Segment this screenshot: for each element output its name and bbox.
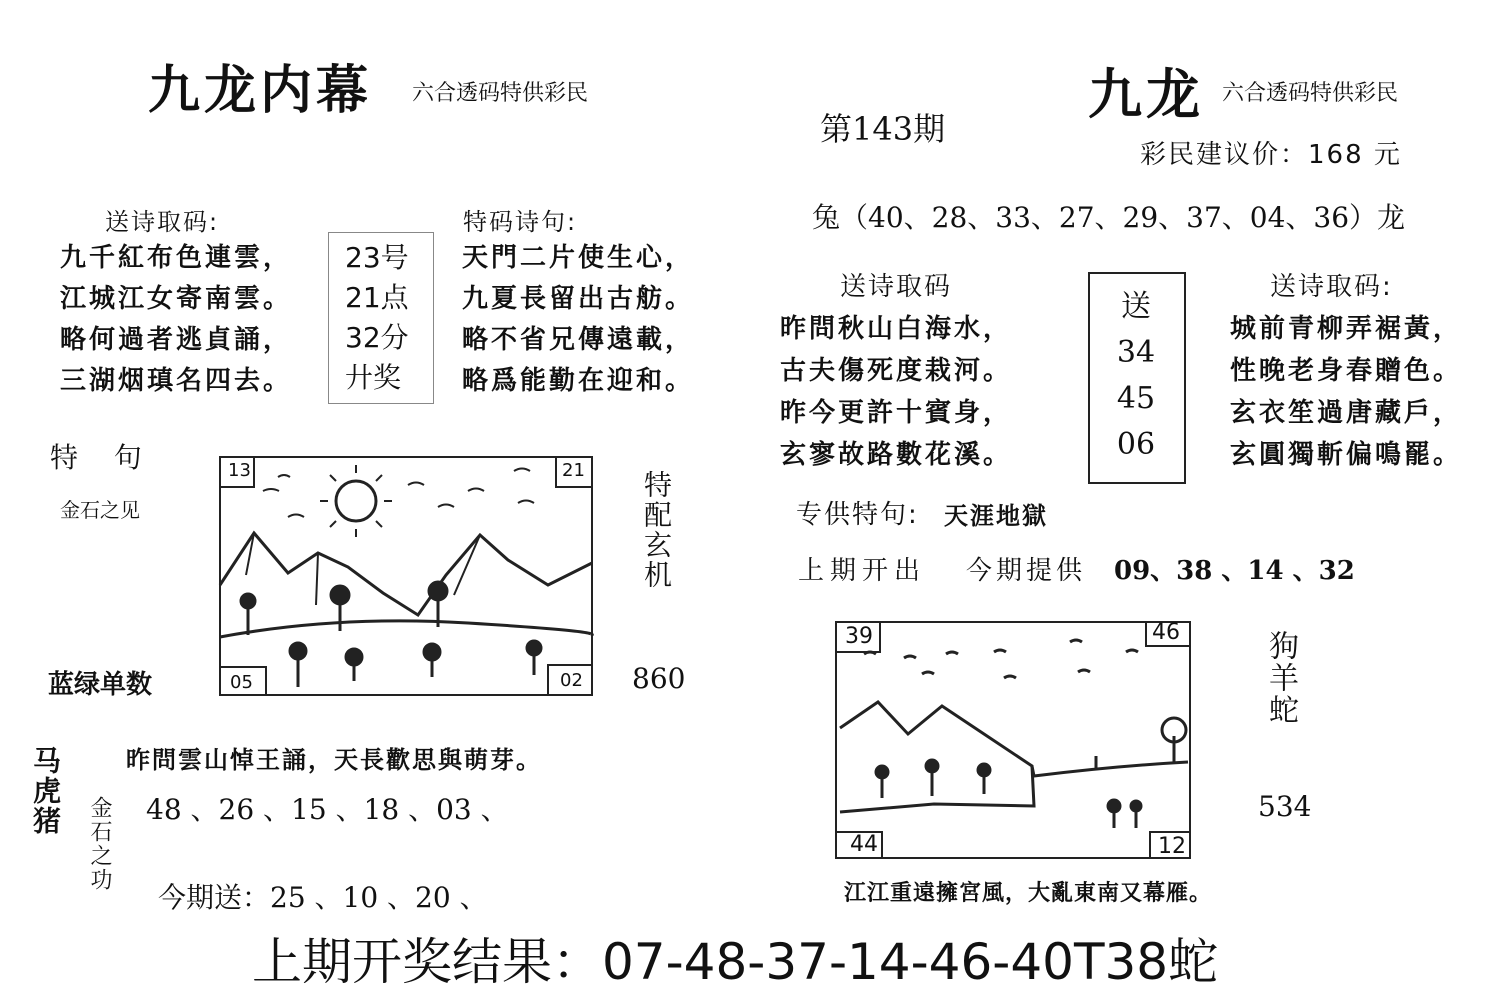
left-numbers-line: 48 、26 、15 、18 、03 、: [146, 793, 509, 826]
left-picture-num-top-left: 13: [228, 460, 251, 481]
send-box-item: 送: [1121, 289, 1151, 324]
poem-line: 城前青柳弄裾黃，: [1230, 314, 1463, 344]
right-price: 彩民建议价：168 元: [1140, 140, 1402, 170]
right-picture-num-top-left: 39: [845, 624, 873, 649]
left-phrase-vertical: 金石之功: [87, 796, 112, 892]
left-vertical-label: 特配玄机: [640, 470, 673, 590]
poem-line: 三湖烟瑱名四去。: [60, 366, 293, 396]
draw-info-item: 23号: [345, 241, 409, 274]
right-picture-num-bottom-right: 12: [1158, 834, 1186, 859]
right-landscape-picture: [834, 616, 1194, 864]
left-special-text: 金石之见: [60, 498, 140, 522]
issue-number: 第143期: [820, 110, 946, 148]
right-poem-b-heading: 送诗取码:: [1270, 272, 1393, 302]
left-poem-a-heading: 送诗取码:: [105, 208, 220, 236]
draw-info-item: 廾奖: [345, 361, 402, 394]
poem-line: 玄寥故路數花溪。: [780, 440, 1013, 470]
right-numbers-line: 兔（40、28、33、27、29、37、04、36）龙: [812, 201, 1406, 234]
poem-line: 玄衣笙過唐藏戶，: [1230, 398, 1463, 428]
right-title: 九龙: [1088, 62, 1204, 126]
left-right-number: 860: [632, 662, 686, 695]
left-verse: 昨問雲山悼王誦，天長歡思與萌芽。: [126, 745, 542, 774]
poem-line: 古夫傷死度栽河。: [780, 356, 1013, 386]
poem-line: 昨今更許十賓身，: [780, 398, 1013, 428]
footer-result: 上期开奖结果：07-48-37-14-46-40T38蛇: [252, 933, 1219, 991]
right-last-label: 上期开出: [798, 556, 927, 586]
poem-line: 江城江女寄南雲。: [60, 284, 293, 314]
poem-line: 玄圓獨斬偏鳴罷。: [1230, 440, 1463, 470]
poem-line: 昨問秋山白海水，: [780, 314, 1013, 344]
poem-line: 略不省兄傳遠載，: [462, 325, 695, 355]
right-special-text: 天涯地獄: [944, 501, 1048, 530]
left-title: 九龙内幕: [148, 60, 373, 121]
left-landscape-picture: [218, 455, 594, 697]
draw-info-item: 21点: [345, 281, 409, 314]
left-picture-num-top-right: 21: [562, 460, 585, 481]
draw-info: [345, 238, 409, 398]
left-picture-num-bottom-right: 02: [560, 670, 583, 691]
poem-line: 天門二片使生心，: [462, 243, 695, 273]
left-poem-b-heading: 特码诗句:: [463, 208, 578, 236]
poem-line: 性晚老身春贈色。: [1230, 356, 1463, 386]
left-poem-b: [462, 238, 694, 402]
right-picture-num-top-right: 46: [1152, 620, 1180, 645]
left-special-label: 特 句: [50, 441, 148, 474]
right-poem-a: [780, 308, 1012, 476]
poem-line: 略何過者逃貞誦，: [60, 325, 293, 355]
right-poem-a-heading: 送诗取码: [840, 272, 953, 302]
left-subtitle: 六合透码特供彩民: [412, 81, 589, 106]
left-bottom-label: 蓝绿单数: [48, 670, 153, 700]
right-right-number: 534: [1258, 790, 1312, 823]
right-animals: 狗羊蛇: [1263, 630, 1298, 726]
left-animals: 马虎猪: [29, 746, 62, 836]
poem-line: 略爲能勤在迎和。: [462, 366, 695, 396]
right-picture-num-bottom-left: 44: [850, 832, 878, 857]
right-subtitle: 六合透码特供彩民: [1222, 81, 1399, 106]
send-box-item: 06: [1116, 427, 1156, 462]
right-caption: 江江重遠擁宮風，大亂東南又幕雁。: [844, 880, 1213, 906]
send-box-item: 45: [1116, 381, 1156, 416]
right-provide-label: 今期提供: [966, 556, 1087, 586]
poem-line: 九千紅布色連雲，: [60, 243, 293, 273]
send-box-content: [1088, 284, 1184, 468]
right-poem-b: [1230, 308, 1462, 476]
left-poem-a: [60, 238, 292, 402]
left-send-line: 今期送：25 、10 、20 、: [158, 881, 488, 914]
poem-line: 九夏長留出古舫。: [462, 284, 695, 314]
send-box-item: 34: [1116, 335, 1156, 370]
right-special-label: 专供特句:: [796, 500, 919, 530]
left-picture-num-bottom-left: 05: [230, 672, 253, 693]
draw-info-item: 32分: [345, 321, 409, 354]
right-provide-numbers: 09、38 、14 、32: [1114, 556, 1355, 586]
